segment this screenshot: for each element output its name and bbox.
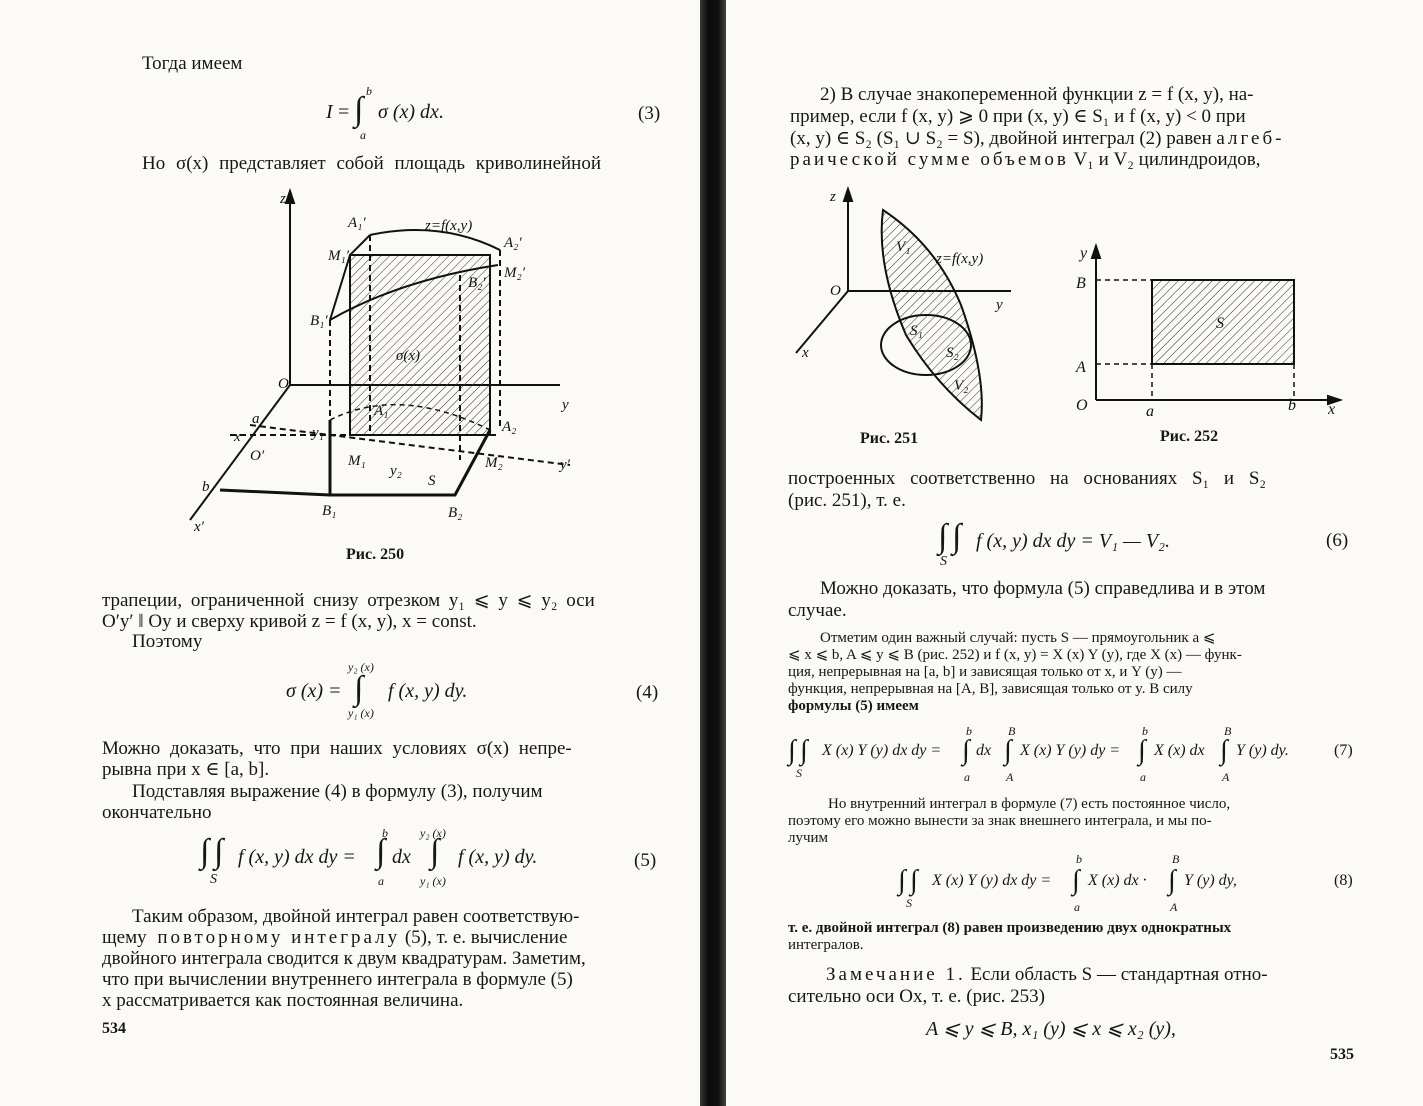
fig250-label: z=f(x,y) [425, 218, 473, 234]
text-line: Таким образом, двойной интеграл равен соответствую- [132, 906, 580, 927]
eq4-upper: y₂ (x) [348, 660, 374, 674]
fig252-label: x [1328, 401, 1336, 418]
fig250-label: M₂′ [504, 265, 525, 281]
integral-sign: ∫ [952, 518, 962, 555]
text-line: Тогда имеем [142, 53, 243, 74]
fig251-label: S₂ [946, 345, 959, 361]
text-line: т. е. двойной интеграл (8) равен произведению двух однократных [788, 920, 1232, 936]
fig251-label: z [830, 189, 836, 205]
eq6-label: (6) [1326, 530, 1349, 551]
fig251-label: V₂ [954, 378, 969, 394]
text-line: ⩽ x ⩽ b, A ⩽ y ⩽ B (рис. 252) и f (x, y) = X (x) Y (y), где X (x) — функ- [788, 647, 1242, 663]
fig252-label: S [1216, 315, 1224, 332]
fig250-label: O [278, 376, 289, 392]
integral-sign: ∫ [354, 670, 364, 707]
eq4-integrand: f (x, y) dy. [388, 680, 468, 702]
figure-caption: Рис. 252 [1160, 428, 1219, 445]
eq4-lhs: σ (x) = [286, 680, 342, 702]
figure-250 [180, 185, 600, 545]
text-line: сительно оси Ox, т. е. (рис. 253) [788, 986, 1046, 1007]
text-line: щему повторному интегралу (5), т. е. вычисление [102, 927, 568, 948]
figure-caption: Рис. 251 [860, 430, 919, 447]
text-line: формулы (5) имеем [788, 698, 919, 714]
integral-sign: ∫ [354, 91, 364, 128]
page-number: 535 [1330, 1046, 1354, 1063]
fig250-label: A₂ [502, 419, 517, 435]
text-line: Но σ(x) представляет собой площадь криволинейной [142, 153, 602, 174]
fig250-label: σ(x) [396, 348, 421, 364]
fig250-label: M₁′ [328, 248, 349, 264]
text-line: (x, y) ∈ S₂ (S₁ ∪ S₂ = S), двойной интеграл (2) равен алгеб- [790, 128, 1285, 149]
figure-caption: Рис. 250 [346, 546, 405, 563]
text-line: построенных соответственно на основаниях S₁ и S₂ [788, 468, 1267, 489]
text-line: рывна при x ∈ [a, b]. [102, 759, 270, 780]
fig252-label: O [1076, 397, 1088, 414]
fig250-label: B₁ [322, 503, 337, 519]
eq5-lower2: y₁ (x) [420, 874, 446, 888]
eq5-lhs: f (x, y) dx dy = [238, 846, 356, 868]
fig250-label: A₁′ [348, 215, 366, 231]
text-line: Подставляя выражение (4) в формулу (3), получим [132, 781, 543, 802]
eq3-lhs: I [326, 101, 333, 123]
fig250-label: x′ [194, 519, 204, 535]
fig252-label: b [1288, 397, 1296, 414]
fig250-label: A₂′ [504, 235, 522, 251]
eq7-t1: X (x) Y (y) dx dy = [822, 742, 942, 759]
fig251-label: z=f(x,y) [936, 251, 984, 267]
integral-sign: ∫ [214, 833, 224, 870]
eq6-body: f (x, y) dx dy = V₁ — V₂. [976, 530, 1171, 552]
eq5-upper2: y₂ (x) [420, 826, 446, 840]
fig251-label: y [996, 297, 1003, 313]
integral-sign: ∫ [938, 518, 948, 555]
fig250-label: M₁ [348, 453, 366, 469]
remark-equation: A ⩽ y ⩽ B, x₁ (y) ⩽ x ⩽ x₂ (y), [926, 1018, 1176, 1040]
figure-251 [786, 185, 1046, 430]
eq4-lower: y₁ (x) [348, 706, 374, 720]
fig251-label: x [802, 345, 809, 361]
fig250-label: y₂ [390, 463, 402, 479]
text-line: раической сумме объемов V₁ и V₂ цилиндроидов, [790, 149, 1261, 170]
text-line: функция, непрерывная на [A, B], зависящая только от y. В силу [788, 681, 1193, 697]
book-spine [700, 0, 726, 1106]
fig251-label: O [830, 283, 841, 299]
left-page: Тогда имеем I = ∫ b a σ (x) dx. (3) Но σ(x) представляет собой площадь криволинейной z A₁′ z=f(x,y) A₂′ M₁′ M₂′ B₂′ B₁′ σ(x) O y a A₁ A₂ x y₁ O′ M₁ y₂ S M₂ y′ b B₁ B₂ x′ Рис. 250 трапеции, ограниченной снизу отрезком y₁ ⩽ y ⩽ y₂ оси O′y′ ‖ Oy и сверху кривой z = f (x, y), x = const. Поэтому σ (x) = ∫ y₂ (x) y₁ (x) f (x, y) dy. (4) Можно доказать, что при наших условиях σ(x) непре- рывна при x ∈ [a, b]. Подставляя выражение (4) в формулу (3), получим окончательно ∫ ∫ S f (x, y) dx dy = ∫ b a dx ∫ y₂ (x) y₁ (x) f (x, y) dy. (5) Таким образом, двойной интеграл равен соответствую- щему повторному интегралу (5), т. е. вычисление двойного интеграла сводится к двум квадратурам. Заметим, что при вычислении внутреннего интеграла в формуле (5) x рассматривается как постоянная величина. 534 [0, 0, 700, 1106]
text-line: лучим [788, 830, 829, 846]
text-line: интегралов. [788, 937, 864, 953]
eq5-label: (5) [634, 850, 657, 871]
fig250-label: B₂ [448, 505, 463, 521]
fig251-label: S₁ [910, 323, 923, 339]
fig250-label: x [234, 429, 241, 445]
text-line: Поэтому [132, 631, 203, 652]
fig250-label: M₂ [485, 455, 503, 471]
eq3-upper: b [366, 84, 372, 98]
text-line: Можно доказать, что формула (5) справедлива и в этом [820, 578, 1266, 599]
eq8-label: (8) [1334, 872, 1353, 889]
eq3-label: (3) [638, 103, 661, 124]
text-line: пример, если f (x, y) ⩾ 0 при (x, y) ∈ S₁ и f (x, y) < 0 при [790, 106, 1246, 127]
text-line: ция, непрерывная на [a, b] и зависящая только от x, и Y (y) — [788, 664, 1182, 680]
fig250-label: y₁ [312, 425, 324, 441]
eq3-lower: a [360, 128, 366, 142]
fig250-label: B₂′ [468, 275, 486, 291]
text-line: окончательно [102, 802, 212, 823]
eq5-domain: S [210, 872, 217, 887]
text-line: Можно доказать, что при наших условиях σ(x) непре- [102, 738, 572, 759]
fig250-label: A₁ [374, 403, 389, 419]
text-line: 2) В случае знакопеременной функции z = f (x, y), на- [820, 84, 1254, 105]
fig252-label: B [1076, 275, 1086, 292]
eq5-upper1: b [382, 826, 388, 840]
fig252-label: a [1146, 403, 1154, 420]
text-line: Замечание 1. Если область S — стандартная отно- [826, 964, 1268, 985]
figure-252 [1066, 240, 1356, 425]
eq5-dx: dx [392, 846, 411, 868]
eq5-integrand: f (x, y) dy. [458, 846, 538, 868]
fig250-label: b [202, 479, 210, 495]
text-line: Но внутренний интеграл в формуле (7) есть постоянное число, [828, 796, 1231, 812]
text-line: двойного интеграла сводится к двум квадратурам. Заметим, [102, 948, 586, 969]
fig250-label: y [562, 397, 569, 413]
fig250-label: O′ [250, 448, 265, 464]
eq6-domain: S [940, 554, 947, 569]
fig250-label: z [280, 191, 286, 207]
eq5-lower1: a [378, 874, 384, 888]
text-line: что при вычислении внутреннего интеграла в формуле (5) [102, 969, 573, 990]
fig252-label: A [1076, 359, 1086, 376]
right-page: 2) В случае знакопеременной функции z = f (x, y), на- пример, если f (x, y) ⩾ 0 при (x, y) ∈ S₁ и f (x, y) < 0 при (x, y) ∈ S₂ (S₁ ∪ S₂ = S), двойной интеграл (2) равен алгеб- раической сумме объемов V₁ и V₂ цилиндроидов, z V₁ z=f(x,y) O y S₁ S₂ V₂ x Рис. 251 y B S A O a b x Рис. 252 построенных соответственно на основаниях S₁ и S₂ (рис. 251), т. е. ∫ ∫ S f (x, y) dx dy = V₁ — V₂. (6) Можно доказать, что формула (5) справедлива и в этом случае. Отметим один важный случай: пусть S — прямоугольник a ⩽ ⩽ x ⩽ b, A ⩽ y ⩽ B (рис. 252) и f (x, y) = X (x) Y (y), где X (x) — функ- ция, непрерывная на [a, b] и зависящая только от x, и Y (y) — функция, непрерывная на [A, B], зависящая только от y. В силу формулы (5) имеем ∫ ∫ S X (x) Y (y) dx dy = ∫ b a dx ∫ B A X (x) Y (y) dy = ∫ b a X (x) dx ∫ B A Y (y) dy. (7) Но внутренний интеграл в формуле (7) есть постоянное число, поэтому его можно вынести за знак внешнего интеграла, и мы по- лучим ∫ ∫ S X (x) Y (y) dx dy = ∫ b a X (x) dx · ∫ B A Y (y) dy, (8) т. е. двойной интеграл (8) равен произведению двух однократных интегралов. Замечание 1. Если область S — стандартная отно- сительно оси Ox, т. е. (рис. 253) A ⩽ y ⩽ B, x₁ (y) ⩽ x ⩽ x₂ (y), 535 [726, 0, 1423, 1106]
integral-sign: ∫ [200, 833, 210, 870]
text-line: случае. [788, 600, 847, 621]
eq3-integrand: σ (x) dx. [378, 101, 444, 123]
page-number: 534 [102, 1020, 126, 1037]
text-line: O′y′ ‖ Oy и сверху кривой z = f (x, y), x = const. [102, 611, 477, 632]
eq8-domain: S [906, 896, 912, 910]
text-line: (рис. 251), т. е. [788, 490, 906, 511]
text-line: трапеции, ограниченной снизу отрезком y₁ ⩽ y ⩽ y₂ оси [102, 590, 595, 611]
text-line: Отметим один важный случай: пусть S — прямоугольник a ⩽ [820, 630, 1216, 646]
fig250-label: a [252, 411, 260, 427]
fig250-label: S [428, 473, 436, 489]
fig250-label: B₁′ [310, 313, 328, 329]
text-line: x рассматривается как постоянная величина. [102, 990, 464, 1011]
eq7-label: (7) [1334, 742, 1353, 759]
fig252-label: y [1080, 245, 1088, 262]
integral-sign: ∫ [430, 833, 440, 870]
eq4-label: (4) [636, 682, 659, 703]
fig250-label: y′ [560, 457, 570, 473]
eq7-domain: S [796, 766, 802, 780]
integral-sign: ∫ [376, 833, 386, 870]
fig251-label: V₁ [896, 239, 911, 255]
text-line: поэтому его можно вынести за знак внешнего интеграла, и мы по- [788, 813, 1212, 829]
